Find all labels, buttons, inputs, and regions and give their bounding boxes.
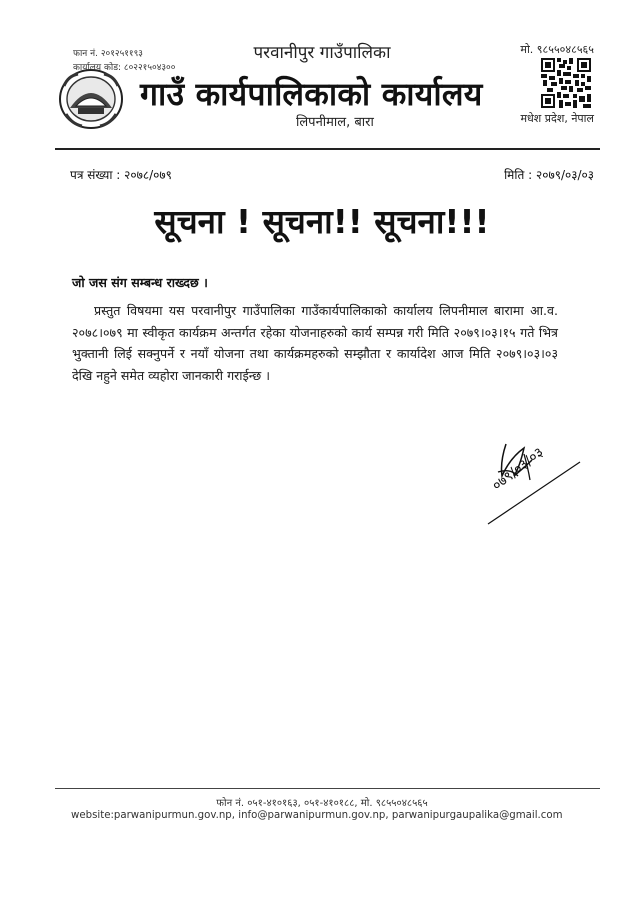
qr-code-icon (541, 58, 591, 108)
header-divider (55, 148, 600, 150)
emblem-logo (58, 68, 124, 130)
notice-title: सूचना ! सूचना!! सूचना!!! (154, 202, 490, 241)
reference-number: पत्र संख्या : २०७८/०७९ (70, 168, 172, 182)
letter-date: मिति : २०७९/०३/०३ (504, 168, 594, 182)
office-phone: फान नं. २०१२५११९३ (73, 49, 143, 59)
footer-contacts: website:parwanipurmun.gov.np, info@parwanipurmun.gov.np, parwanipurgaupalika@gmail.com (71, 810, 563, 821)
addressee: जो जस संग सम्बन्ध राख्दछ । (72, 275, 208, 290)
notice-paragraph: प्रस्तुत विषयमा यस परवानीपुर गाउँपालिका गाउँकार्यपालिकाको कार्यालय लिपनीमाल बारामा आ.व. २०७८।०७९ मा स्वीकृत कार्यक्रम अन्तर्गत रहेका योजनाहरुको कार्य सम्पन्न गरी मिति २०७९।०३।१५ गते भित्र भुक्तानी लिई सक्नुपर्ने र नयाँ योजना तथा कार्यक्रमहरुको सम्झौता र कार्यादेश आज मिति २०७९।०३।०३ देखि नहुने समेत व्यहोरा जानकारी गराईन्छ । (72, 303, 558, 383)
mobile-number: मो. ९८५५०४८५६५ (520, 43, 594, 56)
province-name: मधेश प्रदेश, नेपाल (520, 112, 594, 125)
notice-body (72, 300, 558, 386)
office-location: लिपनीमाल, बारा (296, 115, 374, 130)
footer-phones: फोन नं. ०५१-४१०१६३, ०५१-४१०१८८, मो. ९८५५०४८५६५ (216, 798, 428, 809)
footer-divider (55, 788, 600, 789)
municipality-name: परवानीपुर गाउँपालिका (253, 43, 391, 63)
signature-date: ०७९/०३/०३ (489, 444, 547, 495)
office-title: गाउँ कार्यपालिकाको कार्यालय (140, 75, 483, 113)
office-code: कार्यालय कोड: ८०२२१५०४३०० (73, 63, 176, 73)
